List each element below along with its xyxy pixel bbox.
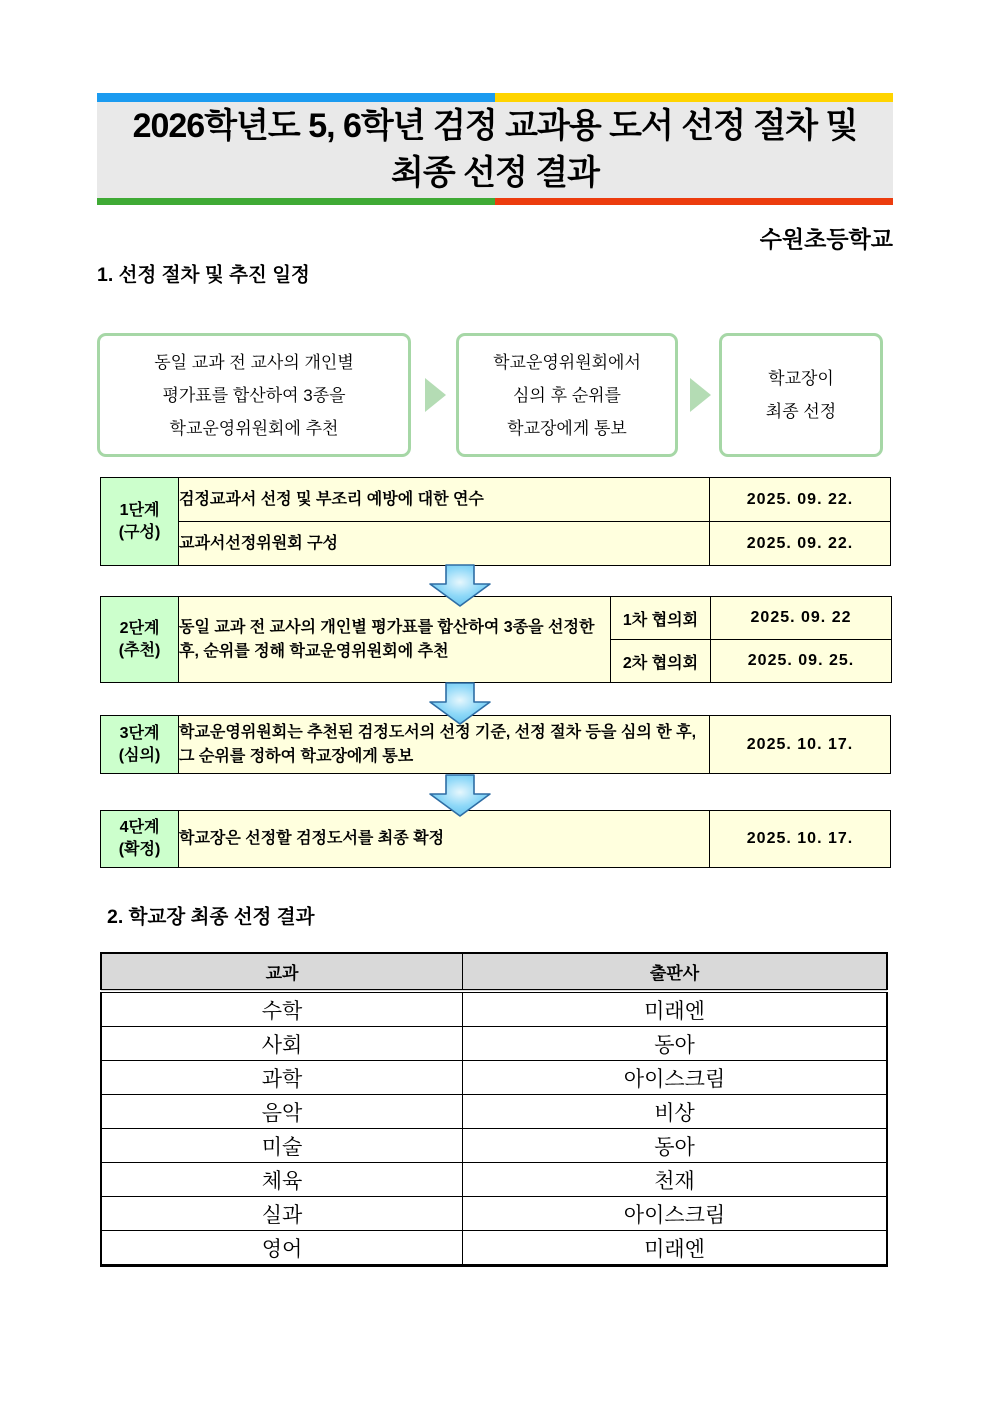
step2-table	[100, 596, 892, 683]
publisher-cell: 동아	[463, 1027, 887, 1061]
subject-cell: 과학	[101, 1061, 463, 1095]
section1-heading: 1. 선정 절차 및 추진 일정	[97, 264, 310, 286]
flow-box-line: 평가표를 합산하여 3종을	[162, 385, 346, 405]
flow-arrow-right-icon	[425, 378, 446, 412]
title-top-accent-bar	[97, 93, 893, 102]
table-row	[101, 1231, 887, 1266]
accent-bar-green	[97, 198, 495, 205]
title-banner	[97, 93, 893, 205]
down-arrow-icon	[428, 564, 492, 607]
final-selection-table	[100, 952, 888, 1267]
page-title	[97, 102, 893, 198]
flow-box-final-selection	[719, 333, 883, 457]
subject-cell: 영어	[101, 1231, 463, 1266]
school-name: 수원초등학교	[759, 226, 893, 252]
stage-label: 4단계	[119, 819, 160, 836]
stage-label: 1단계	[119, 501, 160, 519]
step1-task-2: 교과서선정위원회 구성	[179, 522, 710, 566]
step1-date-1: 2025. 09. 22.	[710, 478, 891, 522]
publisher-cell: 아이스크림	[463, 1061, 887, 1095]
step4-task: 학교장은 선정할 검정도서를 최종 확정	[179, 811, 710, 868]
flow-box-line: 학교장이	[768, 369, 834, 388]
table-row	[101, 1061, 887, 1095]
step3-date: 2025. 10. 17.	[710, 716, 891, 774]
title-bottom-accent-bar	[97, 198, 893, 205]
down-arrow-icon	[428, 774, 492, 817]
step2-date-2: 2025. 09. 25.	[711, 640, 892, 683]
table-row	[101, 1095, 887, 1129]
down-arrow-icon	[428, 682, 492, 725]
selection-flow-diagram	[97, 333, 887, 457]
step1-date-2: 2025. 09. 22.	[710, 522, 891, 566]
publisher-cell: 동아	[463, 1129, 887, 1163]
step1-stage-cell	[101, 478, 179, 566]
flow-box-line: 학교운영위원회에서	[493, 352, 641, 372]
flow-box-line: 동일 교과 전 교사의 개인별	[154, 352, 354, 372]
step2-meeting-2: 2차 협의회	[611, 640, 711, 683]
column-header-subject: 교과	[101, 953, 463, 991]
step3-table	[100, 715, 891, 774]
step3-stage-cell	[101, 716, 179, 774]
publisher-cell: 미래엔	[463, 991, 887, 1027]
table-row	[101, 1027, 887, 1061]
step3-task: 학교운영위원회는 추천된 검정도서의 선정 기준, 선정 절차 등을 심의 한 후, 그 순위를 정하여 학교장에게 통보	[179, 716, 710, 774]
title-line-2: 최종 선정 결과	[391, 154, 599, 192]
table-row	[101, 1163, 887, 1197]
publisher-cell: 천재	[463, 1163, 887, 1197]
table-header-row	[101, 953, 887, 991]
table-row	[101, 1129, 887, 1163]
table-row	[101, 1197, 887, 1231]
step1-task-1: 검정교과서 선정 및 부조리 예방에 대한 연수	[179, 478, 710, 522]
subject-cell: 미술	[101, 1129, 463, 1163]
flow-arrow-right-icon	[690, 378, 711, 412]
step4-date: 2025. 10. 17.	[710, 811, 891, 868]
flow-box-line: 심의 후 순위를	[513, 385, 621, 405]
column-header-publisher: 출판사	[463, 953, 887, 991]
stage-sublabel: (구성)	[118, 523, 161, 541]
publisher-cell: 미래엔	[463, 1231, 887, 1266]
accent-bar-gold	[495, 93, 893, 102]
subject-cell: 음악	[101, 1095, 463, 1129]
stage-sublabel: (추천)	[118, 641, 161, 659]
stage-sublabel: (심의)	[118, 746, 161, 764]
stage-label: 2단계	[119, 619, 160, 637]
accent-bar-blue	[97, 93, 495, 102]
step1-table	[100, 477, 891, 566]
step2-stage-cell	[101, 597, 179, 683]
stage-sublabel: (확정)	[118, 841, 161, 858]
publisher-cell: 아이스크림	[463, 1197, 887, 1231]
subject-cell: 사회	[101, 1027, 463, 1061]
subject-cell: 수학	[101, 991, 463, 1027]
flow-box-review	[456, 333, 678, 457]
flow-box-line: 최종 선정	[765, 402, 837, 421]
accent-bar-orange	[495, 198, 893, 205]
step2-date-1: 2025. 09. 22	[711, 597, 892, 640]
step4-table	[100, 810, 891, 868]
title-line-1: 2026학년도 5, 6학년 검정 교과용 도서 선정 절차 및	[132, 107, 858, 145]
publisher-cell: 비상	[463, 1095, 887, 1129]
table-row	[101, 991, 887, 1027]
subject-cell: 실과	[101, 1197, 463, 1231]
section2-heading: 2. 학교장 최종 선정 결과	[107, 906, 315, 928]
stage-label: 3단계	[119, 724, 160, 742]
flow-box-line: 학교운영위원회에 추천	[169, 418, 339, 438]
flow-box-line: 학교장에게 통보	[507, 418, 627, 438]
subject-cell: 체육	[101, 1163, 463, 1197]
step4-stage-cell	[101, 811, 179, 868]
step2-task: 동일 교과 전 교사의 개인별 평가표를 합산하여 3종을 선정한 후, 순위를 정해 학교운영위원회에 추천	[179, 597, 611, 683]
flow-box-recommendation	[97, 333, 411, 457]
step2-meeting-1: 1차 협의회	[611, 597, 711, 640]
